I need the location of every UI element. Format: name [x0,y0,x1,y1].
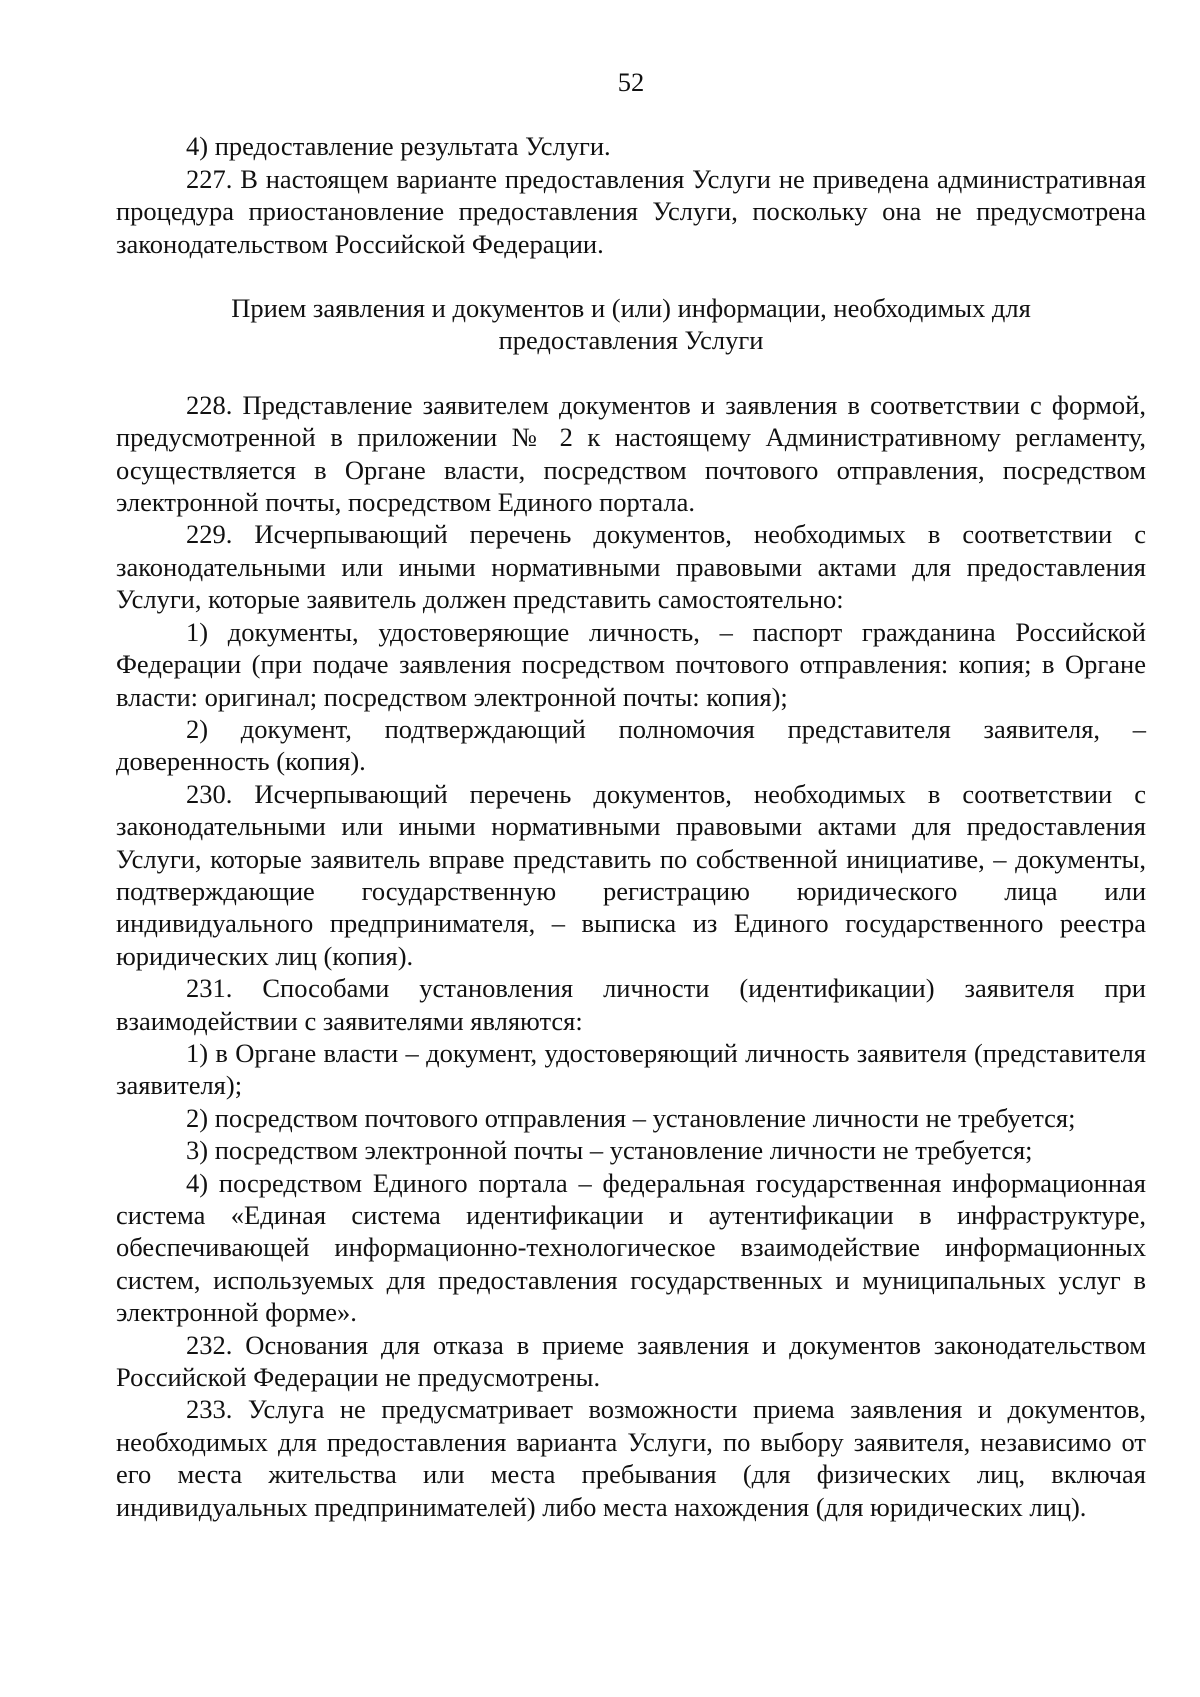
paragraph-233: 233. Услуга не предусматривает возможности приема заявления и документов, необходимых для предоставления варианта Услуги, по выбору заявителя, независимо от его места жительства или места пребывания (для физических лиц, включая индивидуальных предпринимателей) либо места нахождения (для юридических лиц). [116,1394,1146,1522]
paragraph-229: 229. Исчерпывающий перечень документов, необходимых в соответствии с законодательными или иными нормативными правовыми актами для предоставления Услуги, которые заявитель должен представить самостоятельно: [116,519,1146,615]
paragraph-232: 232. Основания для отказа в приеме заявления и документов законодательством Российской Федерации не предусмотрены. [116,1329,1146,1393]
document-page [116,66,1146,1523]
paragraph-228: 228. Представление заявителем документов и заявления в соответствии с формой, предусмотренной в приложении № 2 к настоящему Административному регламенту, осуществляется в Органе власти, посредством почтового отправления, посредством электронной почты, посредством Единого портала. [116,389,1146,518]
paragraph-230: 230. Исчерпывающий перечень документов, необходимых в соответствии с законодательными или иными нормативными правовыми актами для предоставления Услуги, которые заявитель вправе представить по собственной инициативе, – документы, подтверждающие государственную регистрацию юридического лица или индивидуального предпринимателя, – выписка из Единого государственного реестра юридических лиц (копия). [116,778,1146,971]
paragraph-231-item-2: 2) посредством почтового отправления – установление личности не требуется; [186,1102,1076,1133]
paragraph-229-item-1: 1) документы, удостоверяющие личность, – паспорт гражданина Российской Федерации (при подаче заявления посредством почтового отправления: копия; в Органе власти: оригинал; посредством электронной почты: копия); [116,616,1146,712]
page-number: 52 [617,67,645,97]
paragraph-231: 231. Способами установления личности (идентификации) заявителя при взаимодействии с заявителями являются: [116,973,1146,1036]
paragraph-229-item-2: 2) документ, подтверждающий полномочия представителя заявителя, – доверенность (копия). [116,713,1146,777]
section-heading: Прием заявления и документов и (или) информации, необходимых для предоставления Услуги [231,293,1031,356]
paragraph-231-item-4: 4) посредством Единого портала – федеральная государственная информационная система «Единая система идентификации и аутентификации в инфраструктуре, обеспечивающей информационно-технологическое взаимодействие информационных систем, используемых для предоставления государственных и муниципальных услуг в электронной форме». [116,1167,1146,1328]
paragraph-231-item-1: 1) в Органе власти – документ, удостоверяющий личность заявителя (представителя заявителя); [116,1037,1146,1101]
paragraph-result-of-service: 4) предоставление результата Услуги. [186,131,611,162]
paragraph-227: 227. В настоящем варианте предоставления Услуги не приведена административная процедура приостановление предоставления Услуги, поскольку она не предусмотрена законодательством Российской Федерации. [116,163,1146,259]
paragraph-231-item-3: 3) посредством электронной почты – установление личности не требуется; [186,1135,1033,1166]
